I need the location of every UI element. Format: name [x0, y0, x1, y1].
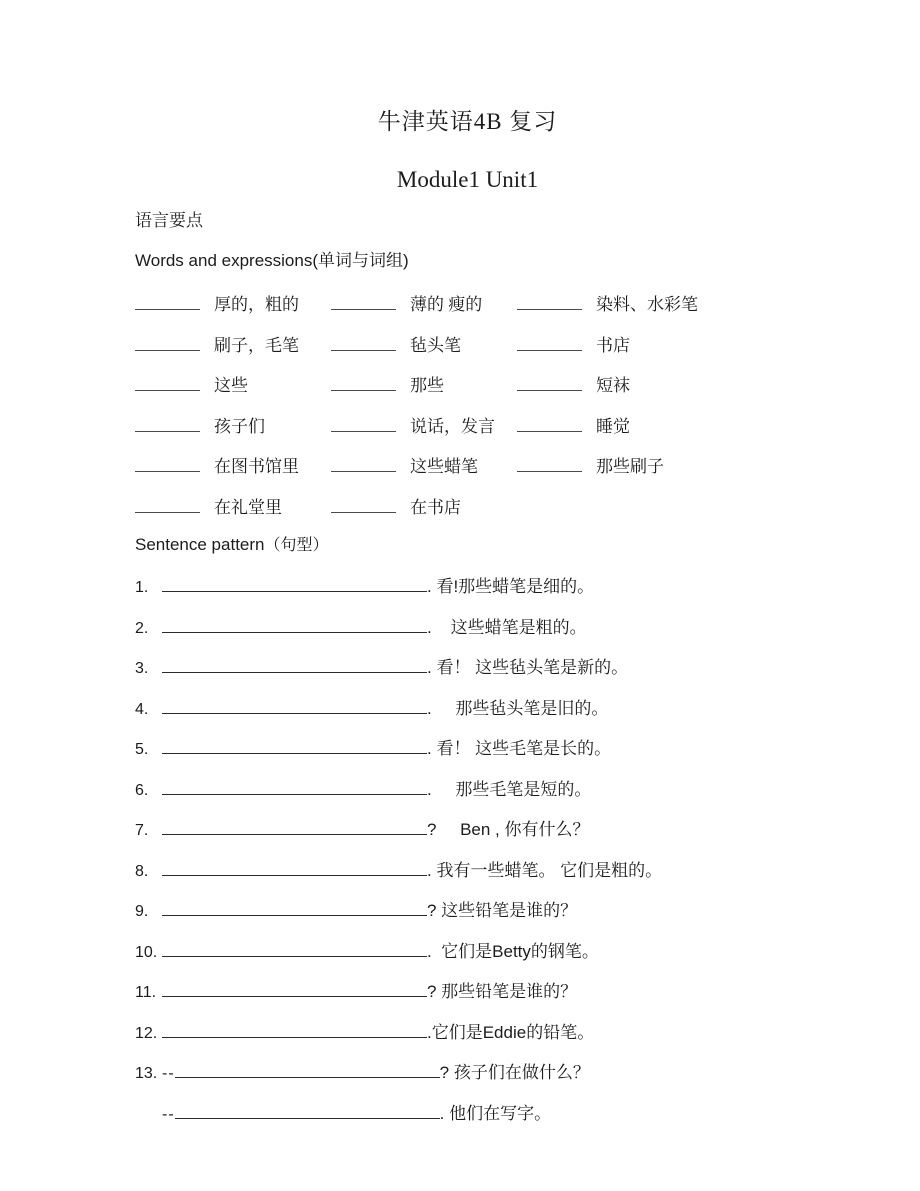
answer-blank [331, 348, 396, 351]
word-cell [517, 452, 800, 477]
sentence-item [135, 694, 800, 735]
word-cell [331, 290, 517, 315]
word-cell [331, 412, 517, 437]
word-cell [517, 290, 800, 315]
word-cell [331, 331, 517, 356]
sentence-item [135, 1099, 800, 1140]
answer-blank [135, 469, 200, 472]
word-row [135, 452, 800, 493]
word-label: 这些蜡笔 [410, 457, 478, 476]
word-label: 这些 [214, 376, 248, 395]
answer-blank [517, 348, 582, 351]
answer-blank [331, 469, 396, 472]
sentence-item [135, 815, 800, 856]
word-row [135, 331, 800, 372]
answer-blank [162, 954, 427, 957]
word-cell [135, 371, 331, 396]
word-label: 在礼堂里 [214, 497, 282, 517]
word-cell [135, 452, 331, 477]
word-cell [331, 452, 517, 477]
section-heading-words: Words and expressions(单词与词组) [135, 251, 409, 270]
sentence-text: . 这些蜡笔是粗的。 [427, 617, 587, 637]
word-label: 在书店 [410, 497, 461, 517]
word-label: 短袜 [596, 376, 630, 395]
word-cell [517, 331, 800, 356]
word-cell [135, 493, 331, 518]
sentence-text: ? 这些铅笔是谁的？ [427, 901, 578, 920]
sentence-text: . 它们是Betty的钢笔。 [427, 941, 599, 961]
answer-blank [331, 510, 396, 513]
section-heading-sentence-pattern [135, 533, 800, 558]
answer-blank [517, 469, 582, 472]
word-label: 薄的 瘦的 [410, 295, 483, 314]
word-label: 染料、水彩笔 [596, 295, 698, 314]
answer-blank [517, 307, 582, 310]
answer-blank [135, 388, 200, 391]
item-number: 1. [135, 579, 149, 596]
sentence-item [135, 613, 800, 654]
word-cell [135, 331, 331, 356]
answer-blank [331, 388, 396, 391]
answer-blank [517, 429, 582, 432]
sentence-text: .它们是Eddie的铅笔。 [427, 1022, 595, 1042]
word-label: 刷子，毛笔 [214, 335, 299, 355]
sentence-text: . 看！ 这些毡头笔是新的。 [427, 658, 629, 677]
word-label: 毡头笔 [410, 335, 461, 355]
answer-blank [135, 510, 200, 513]
section-heading-language-points: 语言要点 [135, 211, 203, 230]
sentence-item [135, 937, 800, 978]
answer-blank [175, 1116, 440, 1119]
item-number: 12. [135, 1024, 158, 1042]
item-number: 7. [135, 822, 149, 839]
sentence-item [135, 896, 800, 937]
sentence-item [135, 977, 800, 1018]
sentence-text: ? 那些铅笔是谁的？ [427, 982, 578, 1001]
sentence-item [135, 856, 800, 897]
words-section [135, 290, 800, 533]
answer-blank [135, 307, 200, 310]
sentence-item [135, 1058, 800, 1099]
word-label: 那些刷子 [596, 457, 664, 476]
word-cell [517, 371, 800, 396]
answer-blank [162, 994, 427, 997]
answer-blank [162, 792, 427, 795]
item-number: 8. [135, 862, 149, 880]
answer-blank [135, 429, 200, 432]
word-label: 在图书馆里 [214, 457, 299, 476]
answer-blank [162, 589, 427, 592]
item-number: 9. [135, 903, 149, 920]
answer-blank [162, 873, 427, 876]
answer-blank [331, 429, 396, 432]
word-cell [135, 290, 331, 315]
page-title: 牛津英语4B 复习 [377, 109, 558, 134]
sentence-heading-en: Sentence pattern [135, 535, 265, 554]
word-label: 睡觉 [596, 416, 630, 436]
sentence-text: . 那些毛笔是短的。 [427, 779, 592, 799]
answer-blank [162, 670, 427, 673]
word-row [135, 493, 800, 534]
word-label: 厚的，粗的 [214, 295, 299, 314]
answer-blank [175, 1075, 440, 1078]
sentence-text: . 看！ 这些毛笔是长的。 [427, 739, 612, 758]
page-subtitle: Module1 Unit1 [396, 167, 539, 192]
answer-blank [162, 711, 427, 714]
word-label: 说话，发言 [410, 416, 495, 436]
word-label: 书店 [596, 335, 630, 355]
sentence-item [135, 653, 800, 694]
sentence-text: . 那些毡头笔是旧的。 [427, 698, 609, 718]
word-cell [517, 412, 800, 437]
answer-blank [162, 630, 427, 633]
sentence-item [135, 1018, 800, 1059]
sentence-item [135, 775, 800, 816]
item-number: 6. [135, 781, 149, 799]
answer-blank [135, 348, 200, 351]
item-number: 5. [135, 741, 149, 758]
word-cell [135, 412, 331, 437]
sentence-item [135, 734, 800, 775]
word-row [135, 412, 800, 453]
answer-blank [162, 913, 427, 916]
sentence-text: ? Ben , 你有什么？ [427, 820, 590, 839]
dash-prefix: -- [162, 1105, 175, 1123]
answer-blank [162, 1035, 427, 1038]
answer-blank [162, 751, 427, 754]
sentence-text: . 他们在写字。 [439, 1103, 552, 1123]
item-number: 4. [135, 700, 149, 718]
word-label: 孩子们 [214, 416, 265, 436]
answer-blank [517, 388, 582, 391]
word-cell [331, 493, 517, 518]
word-cell [331, 371, 517, 396]
sentence-text: . 看!那些蜡笔是细的。 [427, 577, 595, 596]
item-number: 11. [135, 984, 157, 1001]
item-number: 13. [135, 1065, 158, 1082]
sentence-item [135, 572, 800, 613]
item-number: 3. [135, 660, 149, 677]
sentence-heading-zh: （句型） [264, 537, 329, 554]
answer-blank [162, 832, 427, 835]
sentence-text: ? 孩子们在做什么？ [439, 1063, 590, 1082]
item-number: 2. [135, 619, 149, 637]
word-row [135, 371, 800, 412]
item-number: 10. [135, 943, 158, 961]
answer-blank [331, 307, 396, 310]
word-row [135, 290, 800, 331]
sentence-text: . 我有一些蜡笔。 它们是粗的。 [427, 860, 663, 880]
word-label: 那些 [410, 376, 444, 395]
dash-prefix: -- [162, 1065, 175, 1082]
sentence-section [135, 572, 800, 1139]
